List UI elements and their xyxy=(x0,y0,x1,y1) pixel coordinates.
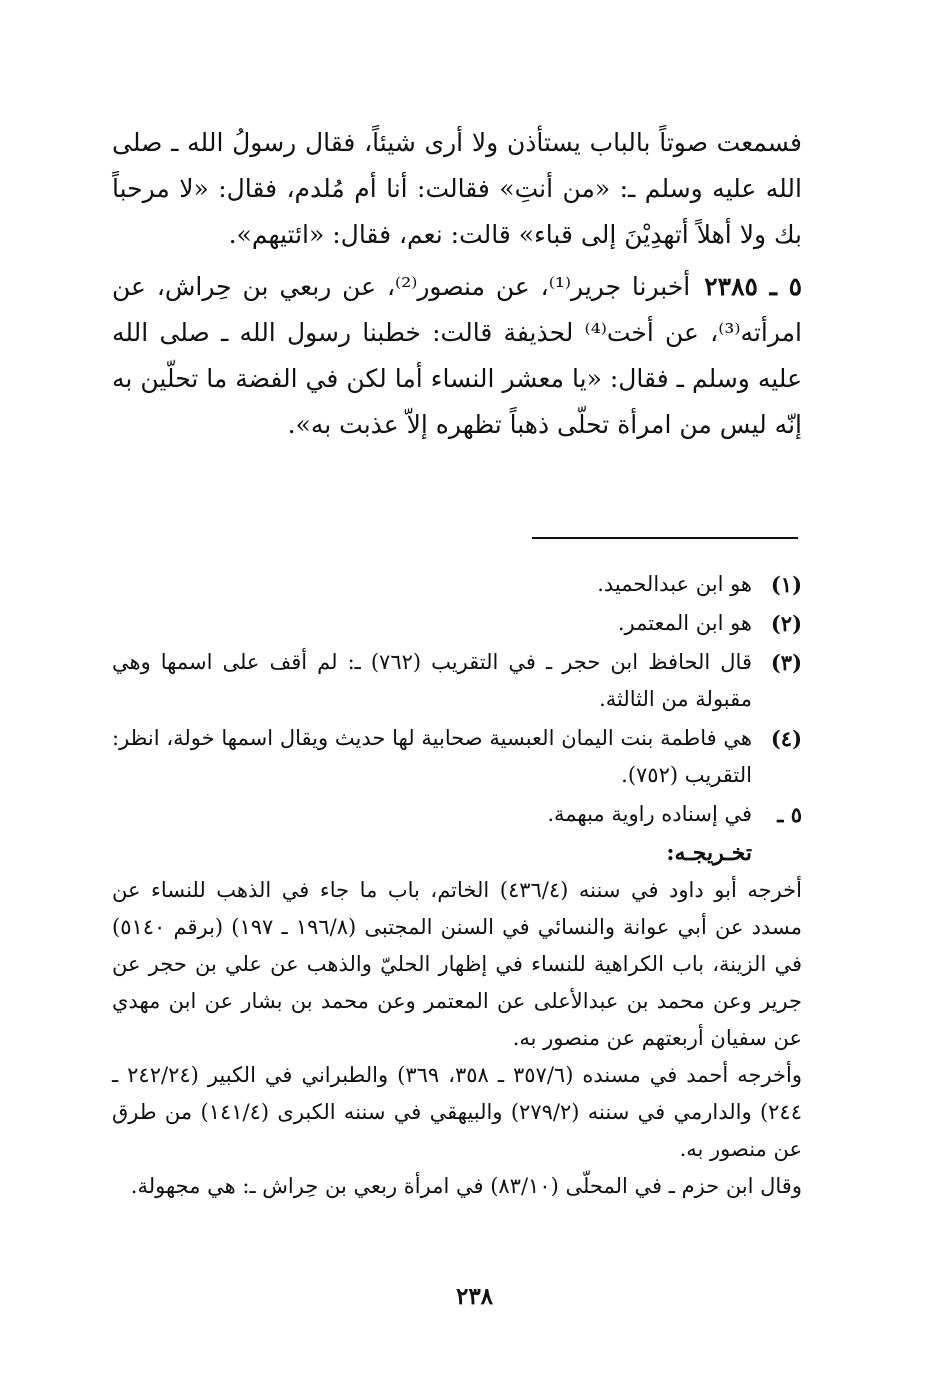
footnote xyxy=(112,796,802,833)
footnote xyxy=(112,644,802,718)
takhrij-section xyxy=(112,835,802,1205)
hadith-text: أخبرنا جرير⁽¹⁾، عن منصور⁽²⁾، عن ربعي بن حِراش، عن امرأته⁽³⁾، عن أخت⁽⁴⁾ لحذيفة قالت: خطبنا رسول الله ـ صلى الله عليه وسلم ـ فقال: «يا معشر النساء أما لكن في الفضة ما تحلّين به إنّه ليس من امرأة تحلّى ذهباً تظهره إلاّ عذبت به». xyxy=(112,272,802,439)
footnote-number: (٢) xyxy=(770,611,802,636)
hadith-number: ٥ ـ ٢٣٨٥ xyxy=(704,272,802,301)
footnote-number: (٤) xyxy=(770,726,802,751)
footnote-text: في إسناده راوية مبهمة. xyxy=(547,802,752,826)
page-number: ٢٣٨ xyxy=(455,1283,494,1310)
footnote xyxy=(112,605,802,642)
footnotes-section xyxy=(112,566,802,1205)
footnote-separator xyxy=(532,537,798,539)
footnote-text: هي فاطمة بنت اليمان العبسية صحابية لها حديث ويقال اسمها خولة، انظر: التقريب (٧٥٢). xyxy=(112,726,752,787)
footnote-number: (١) xyxy=(770,572,802,597)
footnote-number: (٣) xyxy=(770,650,802,675)
footnote-text: هو ابن المعتمر. xyxy=(617,611,752,635)
footnote xyxy=(112,720,802,794)
footnote xyxy=(112,566,802,603)
footnote-text: هو ابن عبدالحميد. xyxy=(597,572,752,596)
takhrij-paragraph: وأخرجه أحمد في مسنده (٣٥٧/٦ ـ ٣٥٨، ٣٦٩) والطبراني في الكبير (٢٤٢/٢٤ ـ ٢٤٤) والدارمي في سننه (٢٧٩/٢) والبيهقي في سننه الكبرى (١٤١/٤) من طرق عن منصور به. xyxy=(112,1063,803,1161)
hadith-paragraph xyxy=(112,264,802,448)
footnote-number: ٥ ـ xyxy=(777,802,802,827)
takhrij-paragraph: وقال ابن حزم ـ في المحلّى (٨٣/١٠) في امرأة ربعي بن حِراش ـ: هي مجهولة. xyxy=(130,1174,802,1198)
main-text xyxy=(112,120,802,454)
takhrij-paragraph: أخرجه أبو داود في سننه (٤٣٦/٤) الخاتم، باب ما جاء في الذهب للنساء عن مسدد عن أبي عوانة والنسائي في السنن المجتبى (١٩٦/٨ ـ ١٩٧) (برقم ٥١٤٠) في الزينة، باب الكراهية للنساء في إظهار الحليّ والذهب عن علي بن حجر عن جرير وعن محمد بن عبدالأعلى عن المعتمر وعن محمد بن بشار عن ابن مهدي عن سفيان أربعتهم عن منصور به. xyxy=(112,878,802,1050)
takhrij-heading: تخـريجـه: xyxy=(666,840,752,866)
paragraph-continuation: فسمعت صوتاً بالباب يستأذن ولا أرى شيئاً، فقال رسولُ الله ـ صلى الله عليه وسلم ـ: «من أنتِ» فقالت: أنا أم مُلدم، فقال: «لا مرحباً بك ولا أهلاً أتهدِيْنَ إلى قباء» قالت: نعم، فقال: «ائتيهم». xyxy=(112,128,802,249)
footnote-text: قال الحافظ ابن حجر ـ في التقريب (٧٦٢) ـ: لم أقف على اسمها وهي مقبولة من الثالثة. xyxy=(112,650,752,711)
